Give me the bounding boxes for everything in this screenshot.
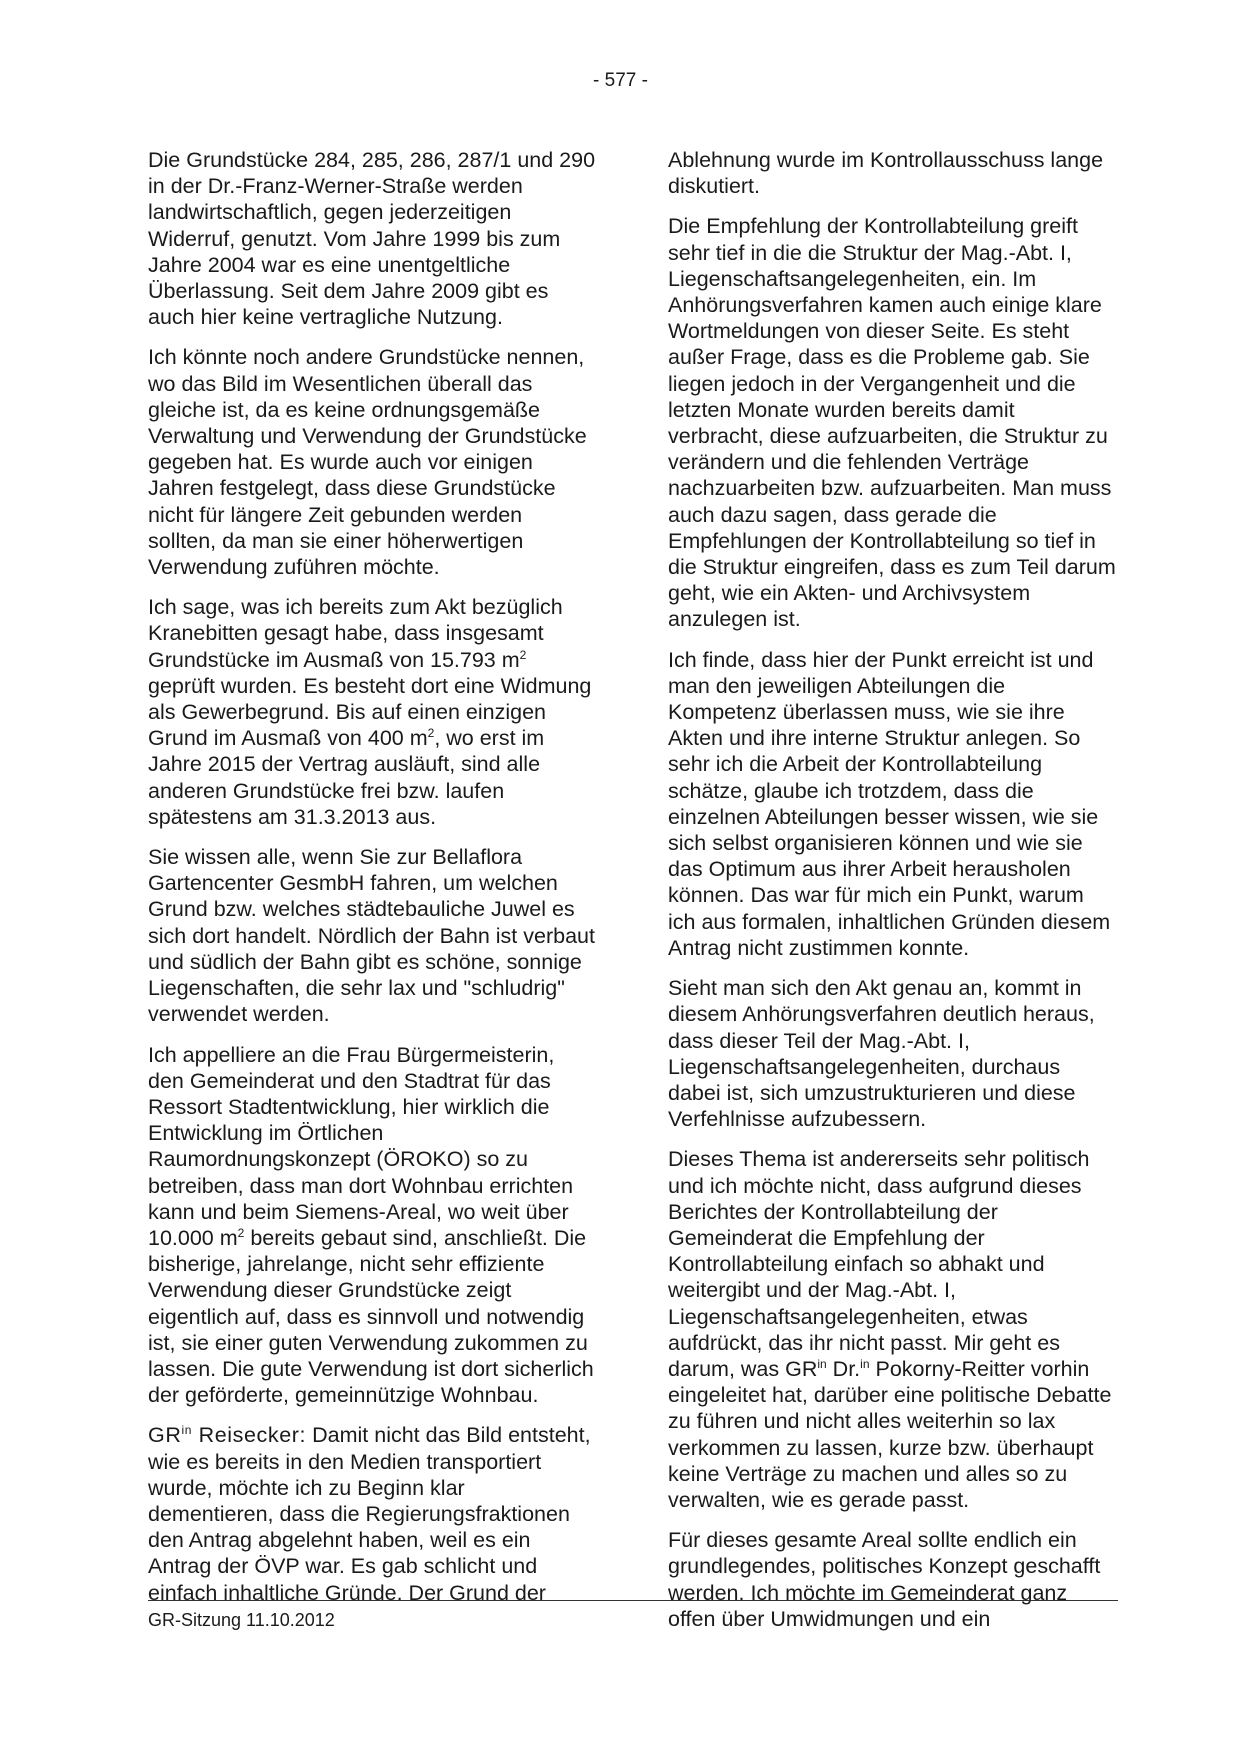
- paragraph: Ablehnung wurde im Kontrollausschuss lange diskutiert.: [668, 148, 1104, 199]
- left-column: [148, 147, 596, 1620]
- superscript: 2: [519, 647, 527, 662]
- superscript: 2: [237, 1225, 245, 1240]
- speaker-label: [148, 1423, 306, 1447]
- text-run: Damit nicht das Bild entsteht, wie es bereits in den Medien transportiert wurde, möchte ich zu Beginn klar dementieren, dass die Regierungsfraktionen den Antrag abgelehnt haben, weil es ein Antrag der ÖVP war. Es gab schlicht und einfach inhaltliche Gründe. Der Grund der: [148, 1423, 591, 1605]
- text-run: Pokorny-Reitter vorhin eingeleitet hat, darüber eine politische Debatte zu führen und nicht alles weiterhin so lax verkommen zu lassen, kurze bzw. überhaupt keine Verträge zu machen und alles so zu verwalten, wie es gerade passt.: [668, 1356, 1112, 1512]
- text-run: bereits gebaut sind, anschließt. Die bisherige, jahrelange, nicht sehr effiziente Verwendung dieser Grundstücke zeigt eigentlich auf, dass es sinnvoll und notwendig ist, sie einer guten Verwendung zukommen zu lassen. Die gute Verwendung ist dort sicherlich der geförderte, gemeinnützige Wohnbau.: [148, 1225, 594, 1408]
- page-number: - 577 -: [593, 70, 648, 91]
- text-run: Ich appelliere an die Frau Bürgermeisterin, den Gemeinderat und den Stadtrat für das Ressort Stadtentwicklung, hier wirklich die Entwicklung im Örtlichen Raumordnungskonzept (ÖROKO) so zu betreiben, dass man dort Wohnbau errichten kann und beim Siemens-Areal, wo weit über 10.000 m: [148, 1042, 574, 1250]
- paragraph: Ich finde, dass hier der Punkt erreicht ist und man den jeweiligen Abteilungen die Kompetenz überlassen muss, wie sie ihre Akten und ihre interne Struktur anlegen. So sehr ich die Arbeit der Kontrollabteilung schätze, glaube ich trotzdem, dass die einzelnen Abteilungen besser wissen, wie sie sich selbst organisieren können und wie sie das Optimum aus ihrer Arbeit herausholen können. Das war für mich ein Punkt, warum ich aus formalen, inhaltlichen Gründen diesem Antrag nicht zustimmen konnte.: [668, 647, 1111, 960]
- text-run: Ich sage, was ich bereits zum Akt bezüglich Kranebitten gesagt habe, dass insgesamt Grundstücke im Ausmaß von 15.793 m: [148, 595, 563, 672]
- text-run: Dr.: [826, 1356, 861, 1381]
- paragraph: Die Empfehlung der Kontrollabteilung greift sehr tief in die die Struktur der Mag.-Abt. I, Liegenschaftsangelegenheiten, ein. Im Anhörungsverfahren kamen auch einige klare Wortmeldungen von dieser Seite. Es steht außer Frage, dass es die Probleme gab. Sie liegen jedoch in der Vergangenheit und die letzten Monate wurden bereits damit verbracht, diese aufzuarbeiten, die Struktur zu verändern und die fehlenden Verträge nachzuarbeiten bzw. aufzuarbeiten. Man muss auch dazu sagen, dass gerade die Empfehlungen der Kontrollabteilung so tief in die Struktur eingreifen, dass es zum Teil darum geht, wie ein Akten- und Archivsystem anzulegen ist.: [668, 214, 1116, 632]
- paragraph: Für dieses gesamte Areal sollte endlich ein grundlegendes, politisches Konzept geschafft werden. Ich möchte im Gemeinderat ganz offen über Umwidmungen und ein: [668, 1528, 1101, 1631]
- footer-divider: [148, 1600, 1118, 1601]
- paragraph: [668, 1146, 1116, 1513]
- text-run: Dieses Thema ist andererseits sehr politisch und ich möchte nicht, dass aufgrund dieses Berichtes der Kontrollabteilung der Gemeinderat die Empfehlung der Kontrollabteilung einfach so abhakt und weitergibt und der Mag.-Abt. I, Liegenschaftsangelegenheiten, etwas aufdrückt, das ihr nicht passt. Mir geht es darum, was GR: [668, 1147, 1090, 1381]
- footer-session-date: GR-Sitzung 11.10.2012: [148, 1610, 335, 1630]
- paragraph: Sieht man sich den Akt genau an, kommt in diesem Anhörungsverfahren deutlich heraus, dass dieser Teil der Mag.-Abt. I, Liegenschaftsangelegenheiten, durchaus dabei ist, sich umzustrukturieren und diese Verfehlnisse aufzubessern.: [668, 976, 1095, 1132]
- speaker-title: GR: [148, 1423, 182, 1448]
- speaker-name: Reisecker:: [192, 1423, 307, 1448]
- superscript: in: [860, 1356, 870, 1371]
- superscript: in: [817, 1356, 827, 1371]
- paragraph: [148, 594, 596, 830]
- paragraph: Sie wissen alle, wenn Sie zur Bellaflora Gartencenter GesmbH fahren, um welchen Grund bzw. welches städtebauliche Juwel es sich dort handelt. Nördlich der Bahn ist verbaut und südlich der Bahn gibt es schöne, sonnige Liegenschaften, die sehr lax und "schludrig" verwendet werden.: [148, 845, 595, 1027]
- paragraph: [148, 1422, 596, 1605]
- text-run: geprüft wurden. Es besteht dort eine Widmung als Gewerbegrund. Bis auf einen einzigen Grund im Ausmaß von 400 m: [148, 673, 592, 751]
- superscript: in: [181, 1423, 192, 1438]
- paragraph: Ich könnte noch andere Grundstücke nennen, wo das Bild im Wesentlichen überall das gleiche ist, da es keine ordnungsgemäße Verwaltung und Verwendung der Grundstücke gegeben hat. Es wurde auch vor einigen Jahren festgelegt, dass diese Grundstücke nicht für längere Zeit gebunden werden sollten, da man sie einer höherwertigen Verwendung zuführen möchte.: [148, 345, 587, 580]
- paragraph: [148, 1042, 596, 1409]
- text-run: , wo erst im Jahre 2015 der Vertrag ausläuft, sind alle anderen Grundstücke frei bzw. laufen spätestens am 31.3.2013 aus.: [148, 726, 545, 829]
- superscript: 2: [427, 726, 435, 741]
- paragraph: Die Grundstücke 284, 285, 286, 287/1 und 290 in der Dr.-Franz-Werner-Straße werden landwirtschaftlich, gegen jederzeitigen Widerruf, genutzt. Vom Jahre 1999 bis zum Jahre 2004 war es eine unentgeltliche Überlassung. Seit dem Jahre 2009 gibt es auch hier keine vertragliche Nutzung.: [148, 148, 596, 330]
- right-column: [668, 147, 1116, 1646]
